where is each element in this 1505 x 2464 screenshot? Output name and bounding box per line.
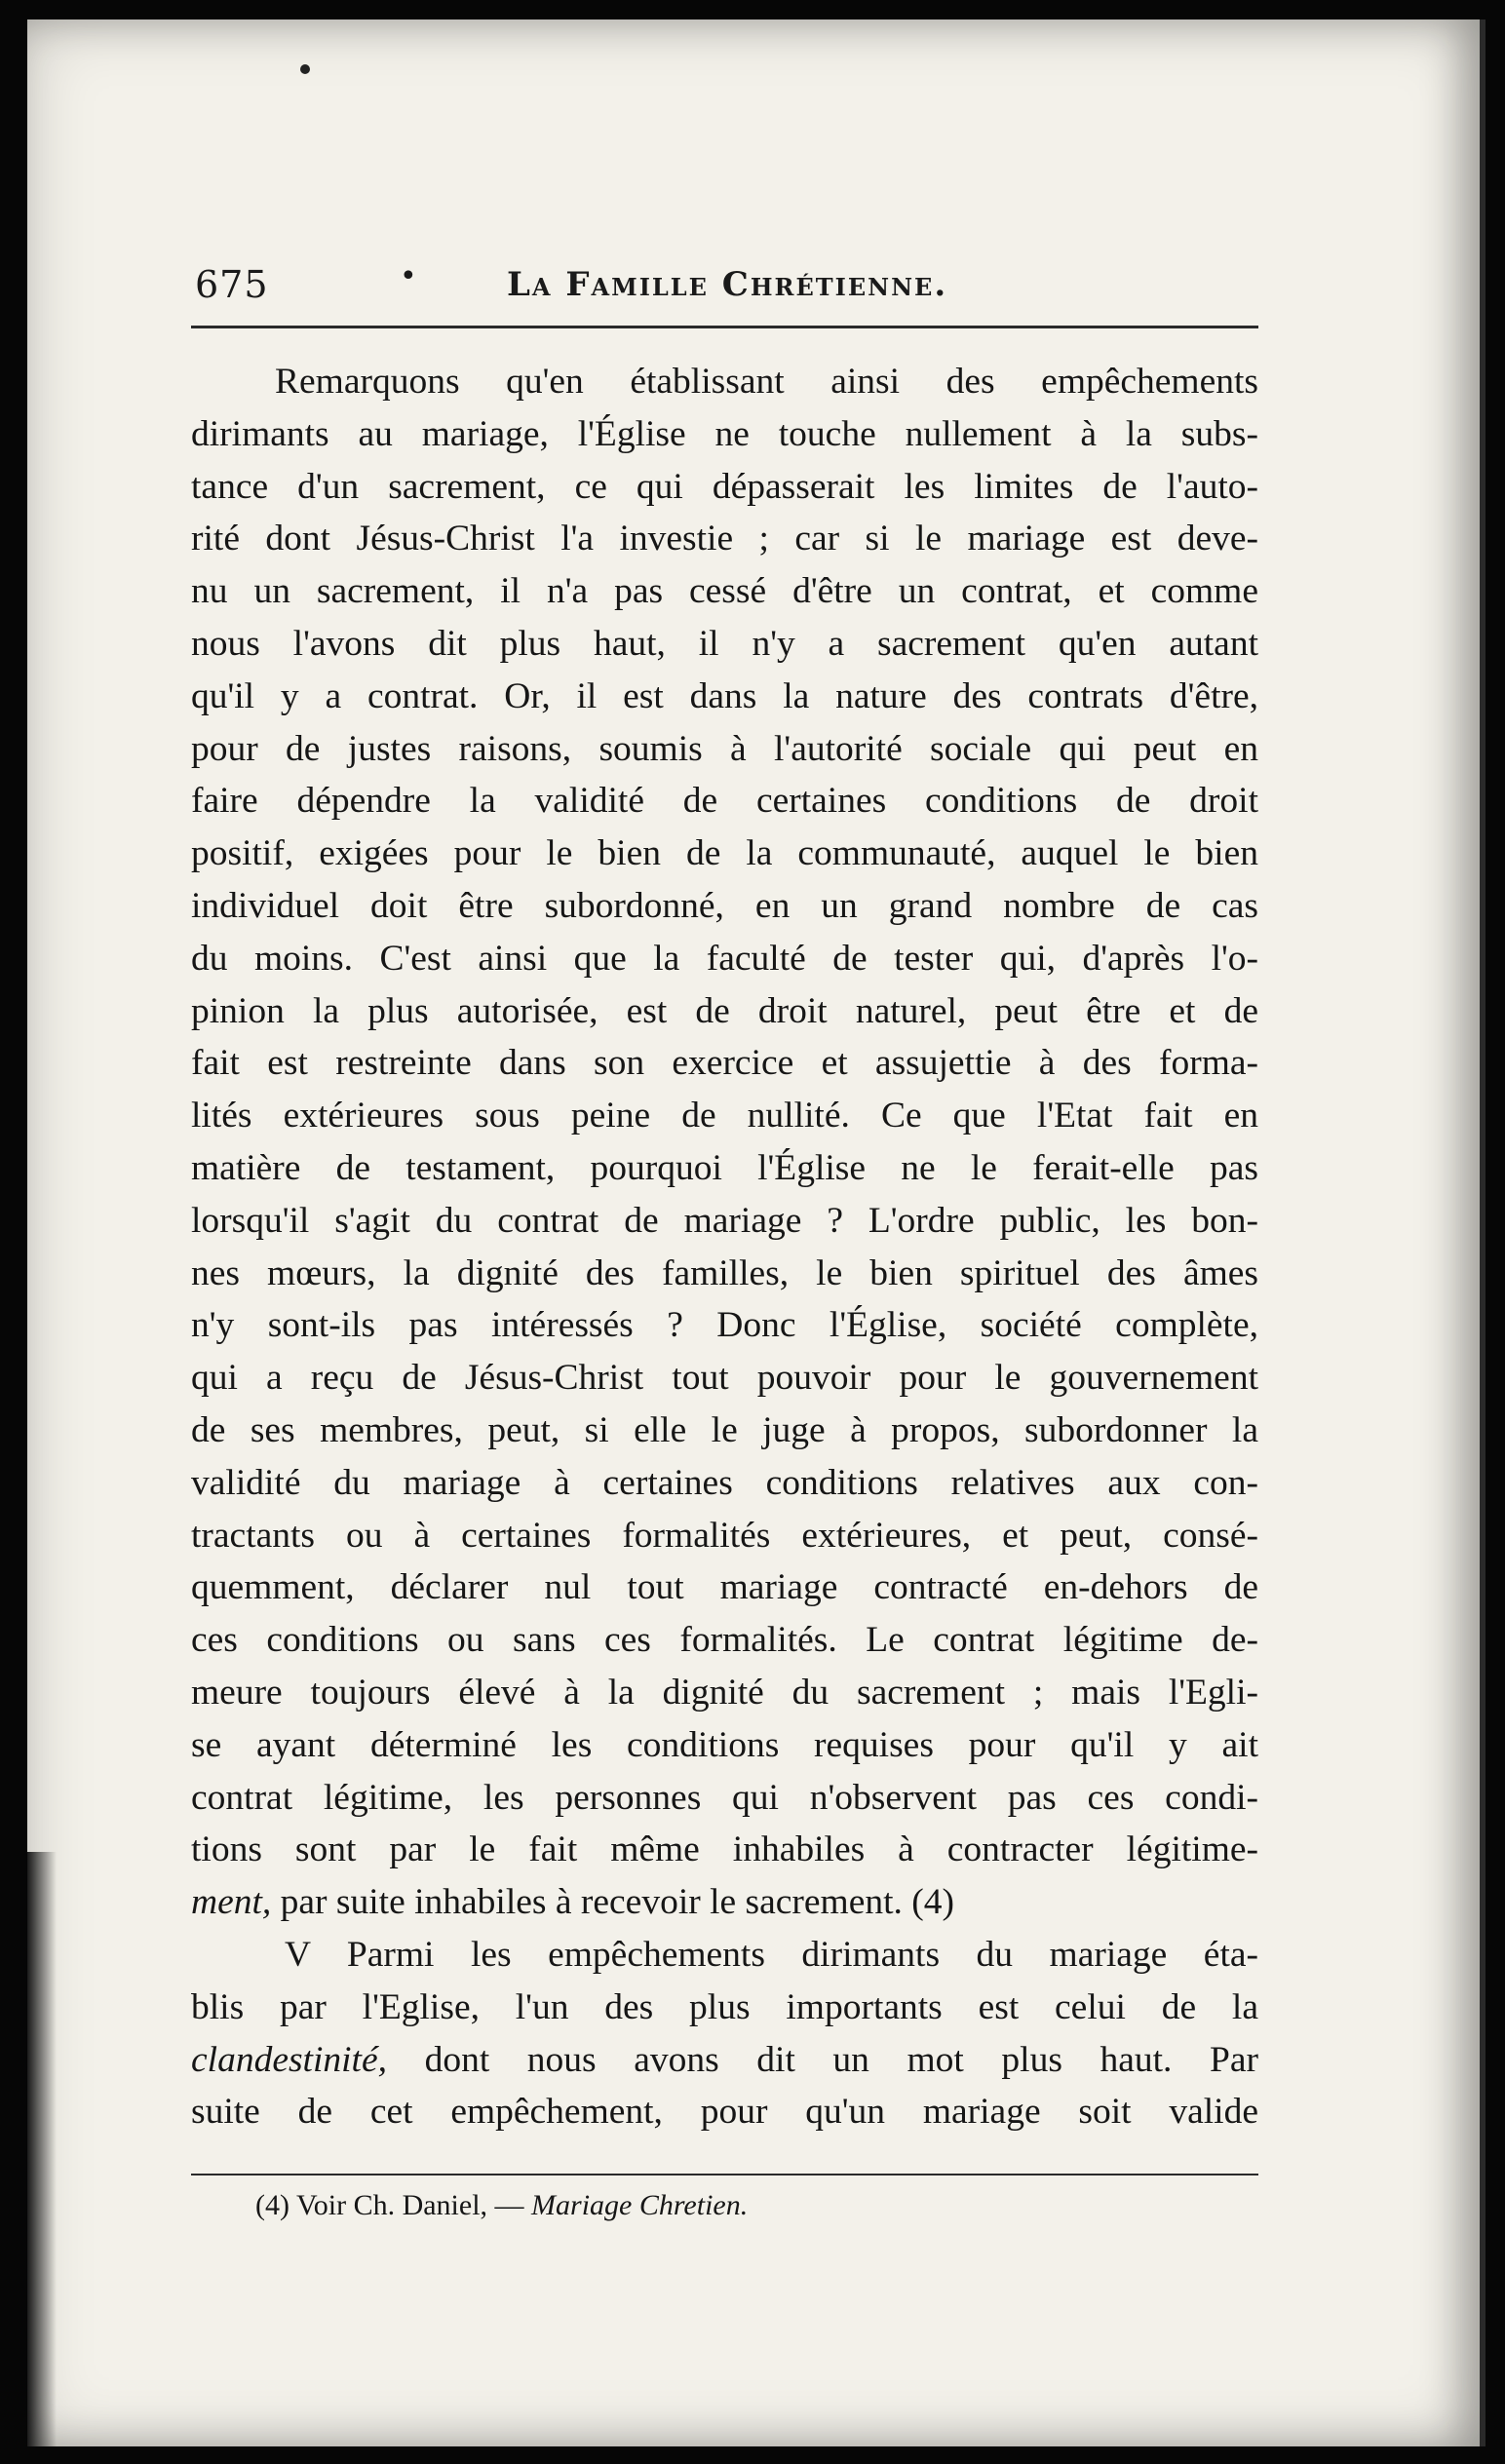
text-line: contrat légitime, les personnes qui n'observent pas ces condi-: [191, 1777, 1258, 1818]
text-line: qu'il y a contrat. Or, il est dans la nature des contrats d'être,: [191, 675, 1258, 716]
text-line: validité du mariage à certaines conditions relatives aux con-: [191, 1462, 1258, 1503]
running-header: [195, 259, 1257, 322]
text-line: tractants ou à certaines formalités extérieures, et peut, consé-: [191, 1515, 1258, 1556]
text-line: faire dépendre la validité de certaines conditions de droit: [191, 781, 1258, 822]
text-line: Remarquons qu'en établissant ainsi des empêchements: [275, 362, 1258, 402]
text-line: individuel doit être subordonné, en un grand nombre de cas: [191, 885, 1258, 926]
text-line: blis par l'Eglise, l'un des plus importants est celui de la: [191, 1986, 1258, 2027]
text-line: quemment, déclarer nul tout mariage contracté en-dehors de: [191, 1567, 1258, 1608]
footnote-text: Voir Ch. Daniel, —: [289, 2189, 532, 2221]
text-line: de ses membres, peut, si elle le juge à propos, subordonner la: [191, 1409, 1258, 1450]
text-line: lorsqu'il s'agit du contrat de mariage ? L'ordre public, les bon-: [191, 1200, 1258, 1241]
text-line: rité dont Jésus-Christ l'a investie ; car si le mariage est deve-: [191, 519, 1258, 559]
italic-word: ment,: [191, 1882, 272, 1923]
footnote: [255, 2189, 748, 2222]
text-line: matière de testament, pourquoi l'Église ne le ferait-elle pas: [191, 1147, 1258, 1188]
footnote-rule: [191, 2174, 1258, 2175]
text-line: nous l'avons dit plus haut, il n'y a sacrement qu'en autant: [191, 623, 1258, 664]
body-text: [191, 356, 1258, 2138]
text-line: nu un sacrement, il n'a pas cessé d'être un contrat, et comme: [191, 571, 1258, 612]
text-line: pinion la plus autorisée, est de droit naturel, peut être et de: [191, 990, 1258, 1031]
page-number: 675: [195, 263, 269, 306]
text-line: lités extérieures sous peine de nullité. Ce que l'Etat fait en: [191, 1096, 1258, 1136]
footnote-marker: (4): [255, 2189, 289, 2221]
running-title: La Famille Chrétienne.: [507, 265, 948, 304]
text-line: tions sont par le fait même inhabiles à contracter légitime-: [191, 1829, 1258, 1870]
text-line: nes mœurs, la dignité des familles, le bien spirituel des âmes: [191, 1252, 1258, 1293]
text-line: [191, 1876, 1258, 1929]
header-rule: [191, 326, 1258, 328]
text-line: n'y sont-ils pas intéressés ? Donc l'Église, société complète,: [191, 1305, 1258, 1346]
text-line: se ayant déterminé les conditions requises pour qu'il y ait: [191, 1724, 1258, 1765]
text-line: suite de cet empêchement, pour qu'un mariage soit valide: [191, 2092, 1258, 2133]
footnote-title: Mariage Chretien.: [531, 2189, 749, 2221]
line-rest: par suite inhabiles à recevoir le sacrement. (4): [271, 1882, 955, 1923]
section-line: V Parmi les empêchements dirimants du mariage éta-: [285, 1934, 1258, 1975]
text-line: meure toujours élevé à la dignité du sacrement ; mais l'Egli-: [191, 1672, 1258, 1713]
italic-word: clandestinité,: [191, 2039, 387, 2080]
text-line: positif, exigées pour le bien de la communauté, auquel le bien: [191, 833, 1258, 874]
text-line: pour de justes raisons, soumis à l'autorité sociale qui peut en: [191, 728, 1258, 769]
text-line: qui a reçu de Jésus-Christ tout pouvoir pour le gouvernement: [191, 1358, 1258, 1399]
text-line: du moins. C'est ainsi que la faculté de tester qui, d'après l'o-: [191, 938, 1258, 979]
text-line: [191, 2034, 1258, 2087]
header-dot: •: [400, 259, 417, 293]
page-shadow-edge: [27, 1852, 57, 2446]
text-line: fait est restreinte dans son exercice et assujettie à des forma-: [191, 1043, 1258, 1084]
line-rest: dont nous avons dit un mot plus haut. Par: [387, 2039, 1258, 2080]
ink-speck: [300, 64, 310, 74]
text-line: dirimants au mariage, l'Église ne touche nullement à la subs-: [191, 413, 1258, 454]
text-line: tance d'un sacrement, ce qui dépasserait les limites de l'auto-: [191, 466, 1258, 507]
text-line: ces conditions ou sans ces formalités. Le contrat légitime de-: [191, 1620, 1258, 1661]
